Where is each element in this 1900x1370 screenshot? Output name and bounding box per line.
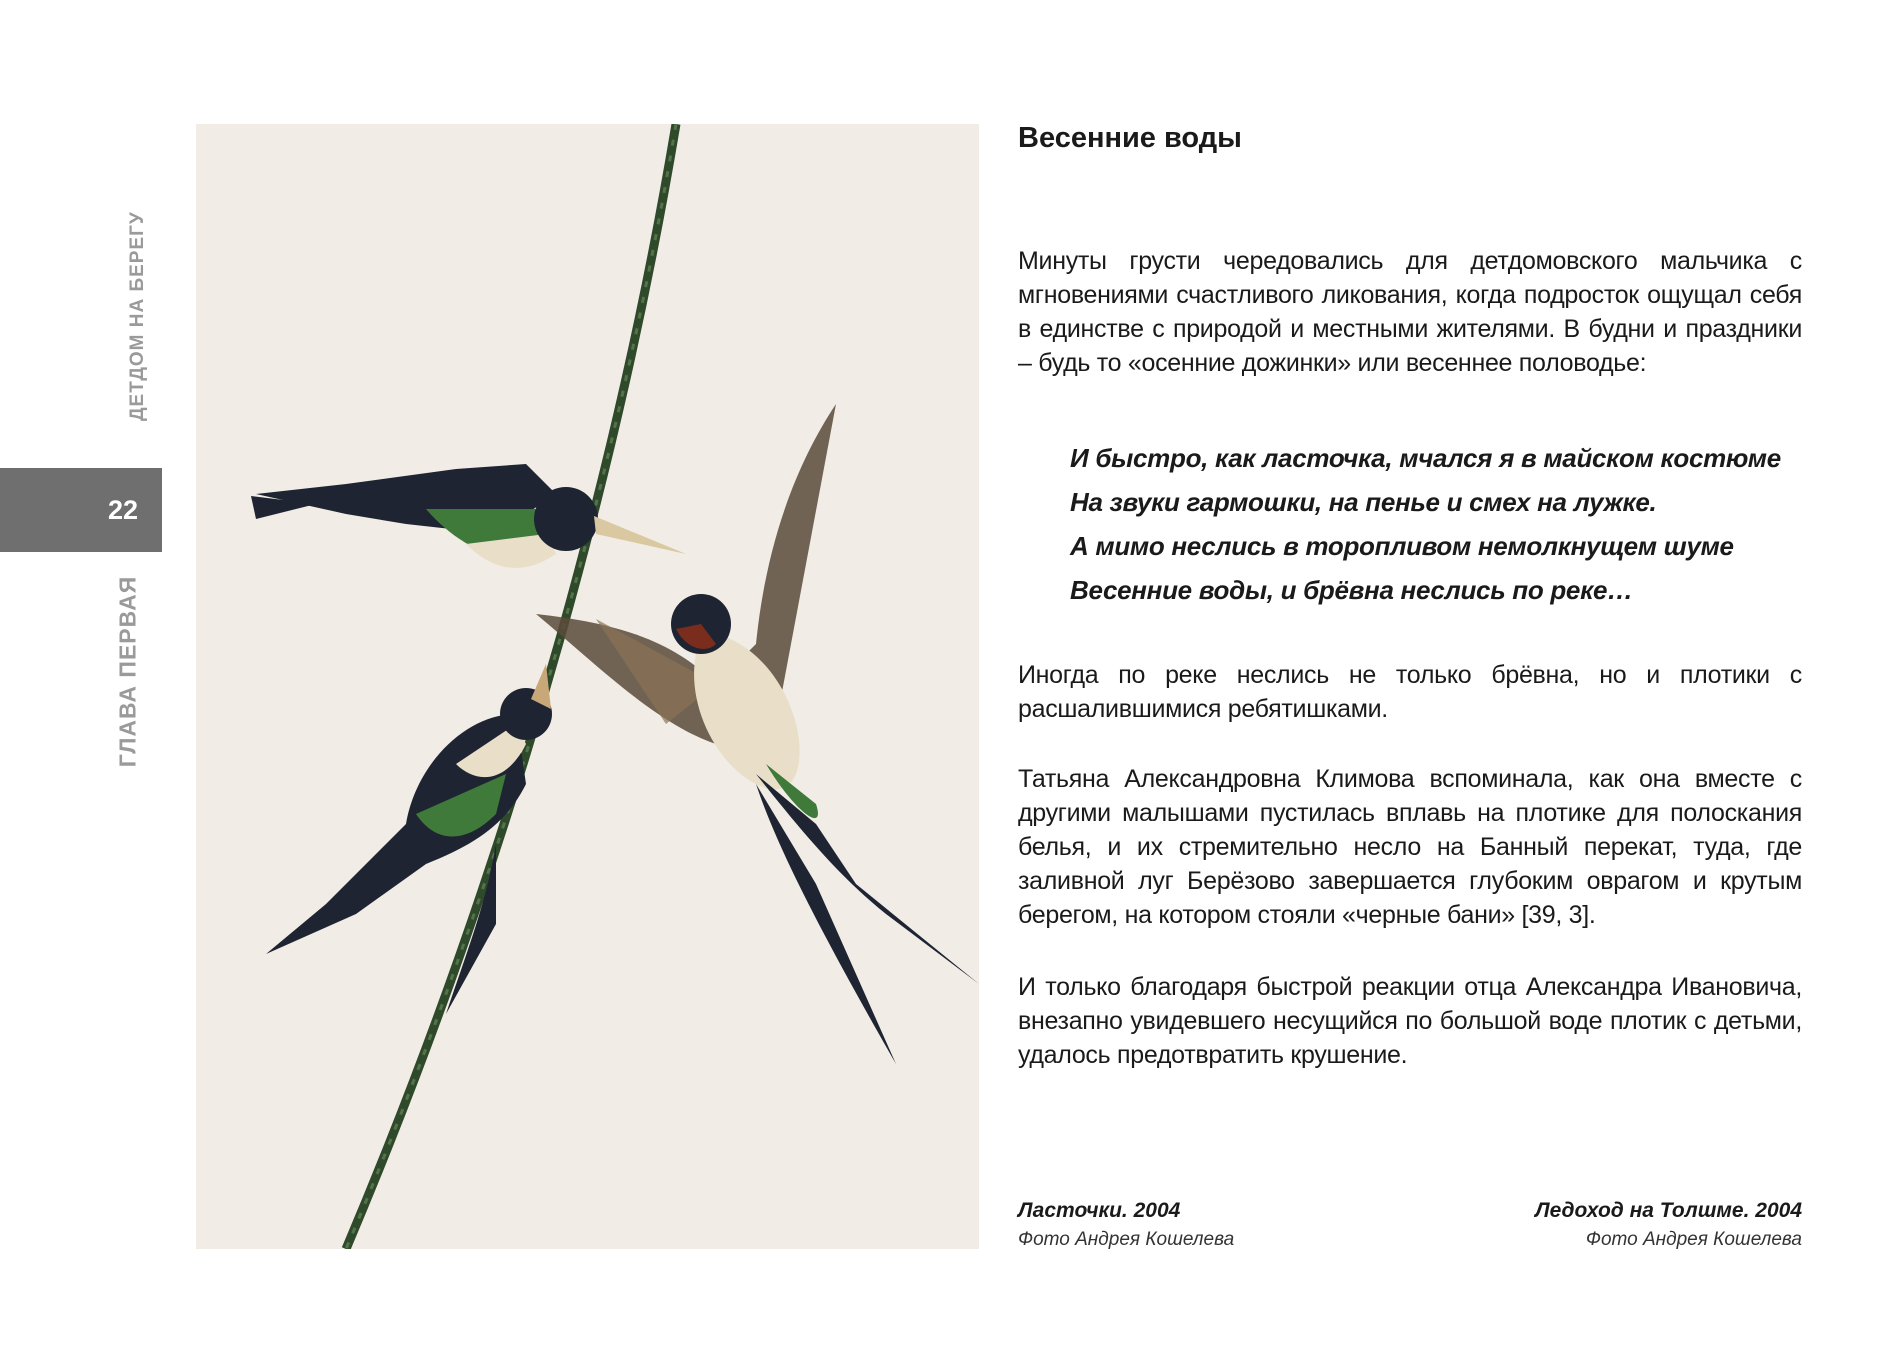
poem-line: А мимо неслись в торопливом немолкнущем шуме (1070, 531, 1734, 561)
poem-quote (1070, 436, 1781, 612)
swallows-photo (196, 124, 979, 1249)
caption-credit: Фото Андрея Кошелева (1585, 1229, 1802, 1250)
caption-title: Ласточки. 2004 (1018, 1199, 1181, 1222)
caption-ice-drift (1400, 1196, 1802, 1254)
caption-swallows (1018, 1196, 1234, 1254)
paragraph-intro: Минуты грусти чередовались для детдомовского мальчика с мгновениями счастливого ликования, когда подросток ощущал себя в единстве с природой и местными жителями. В будни и праздники – будь то «осенние дожинки» или весеннее половодье: (1018, 247, 1802, 377)
paragraph-memory: Татьяна Александровна Климова вспоминала, как она вместе с другими малышами пустилась вплавь на плотике для полоскания белья, и их стремительно несло на Банный перекат, туда, где заливной луг Берёзово завершается глубоким оврагом и крутым берегом, на котором стояли «черные бани» [39, 3]. (1018, 765, 1802, 929)
caption-title: Ледоход на Толшме. 2004 (1535, 1199, 1802, 1222)
paragraph-rafts: Иногда по реке неслись не только брёвна, но и плотики с расшалившимися ребятишками. (1018, 661, 1802, 723)
page-number: 22 (107, 494, 138, 525)
swallows-illustration (196, 124, 979, 1249)
caption-credit: Фото Андрея Кошелева (1018, 1229, 1235, 1250)
poem-line: Весенние воды, и брёвна неслись по реке… (1070, 575, 1633, 605)
paragraph-rescue: И только благодаря быстрой реакции отца Александра Ивановича, внезапно увидевшего несущийся по большой воде плотик с детьми, удалось предотвратить крушение. (1018, 973, 1802, 1069)
running-head-chapter: ГЛАВА ПЕРВАЯ (114, 575, 141, 768)
section-title: Весенние воды (1018, 122, 1242, 154)
photo-sky (196, 124, 979, 1249)
running-head-book-title: ДЕТДОМ НА БЕРЕГУ (127, 211, 148, 421)
poem-line: На звуки гармошки, на пенье и смех на лужке. (1070, 487, 1657, 517)
poem-line: И быстро, как ласточка, мчался я в майском костюме (1070, 443, 1781, 473)
page-number-tab (0, 468, 162, 552)
